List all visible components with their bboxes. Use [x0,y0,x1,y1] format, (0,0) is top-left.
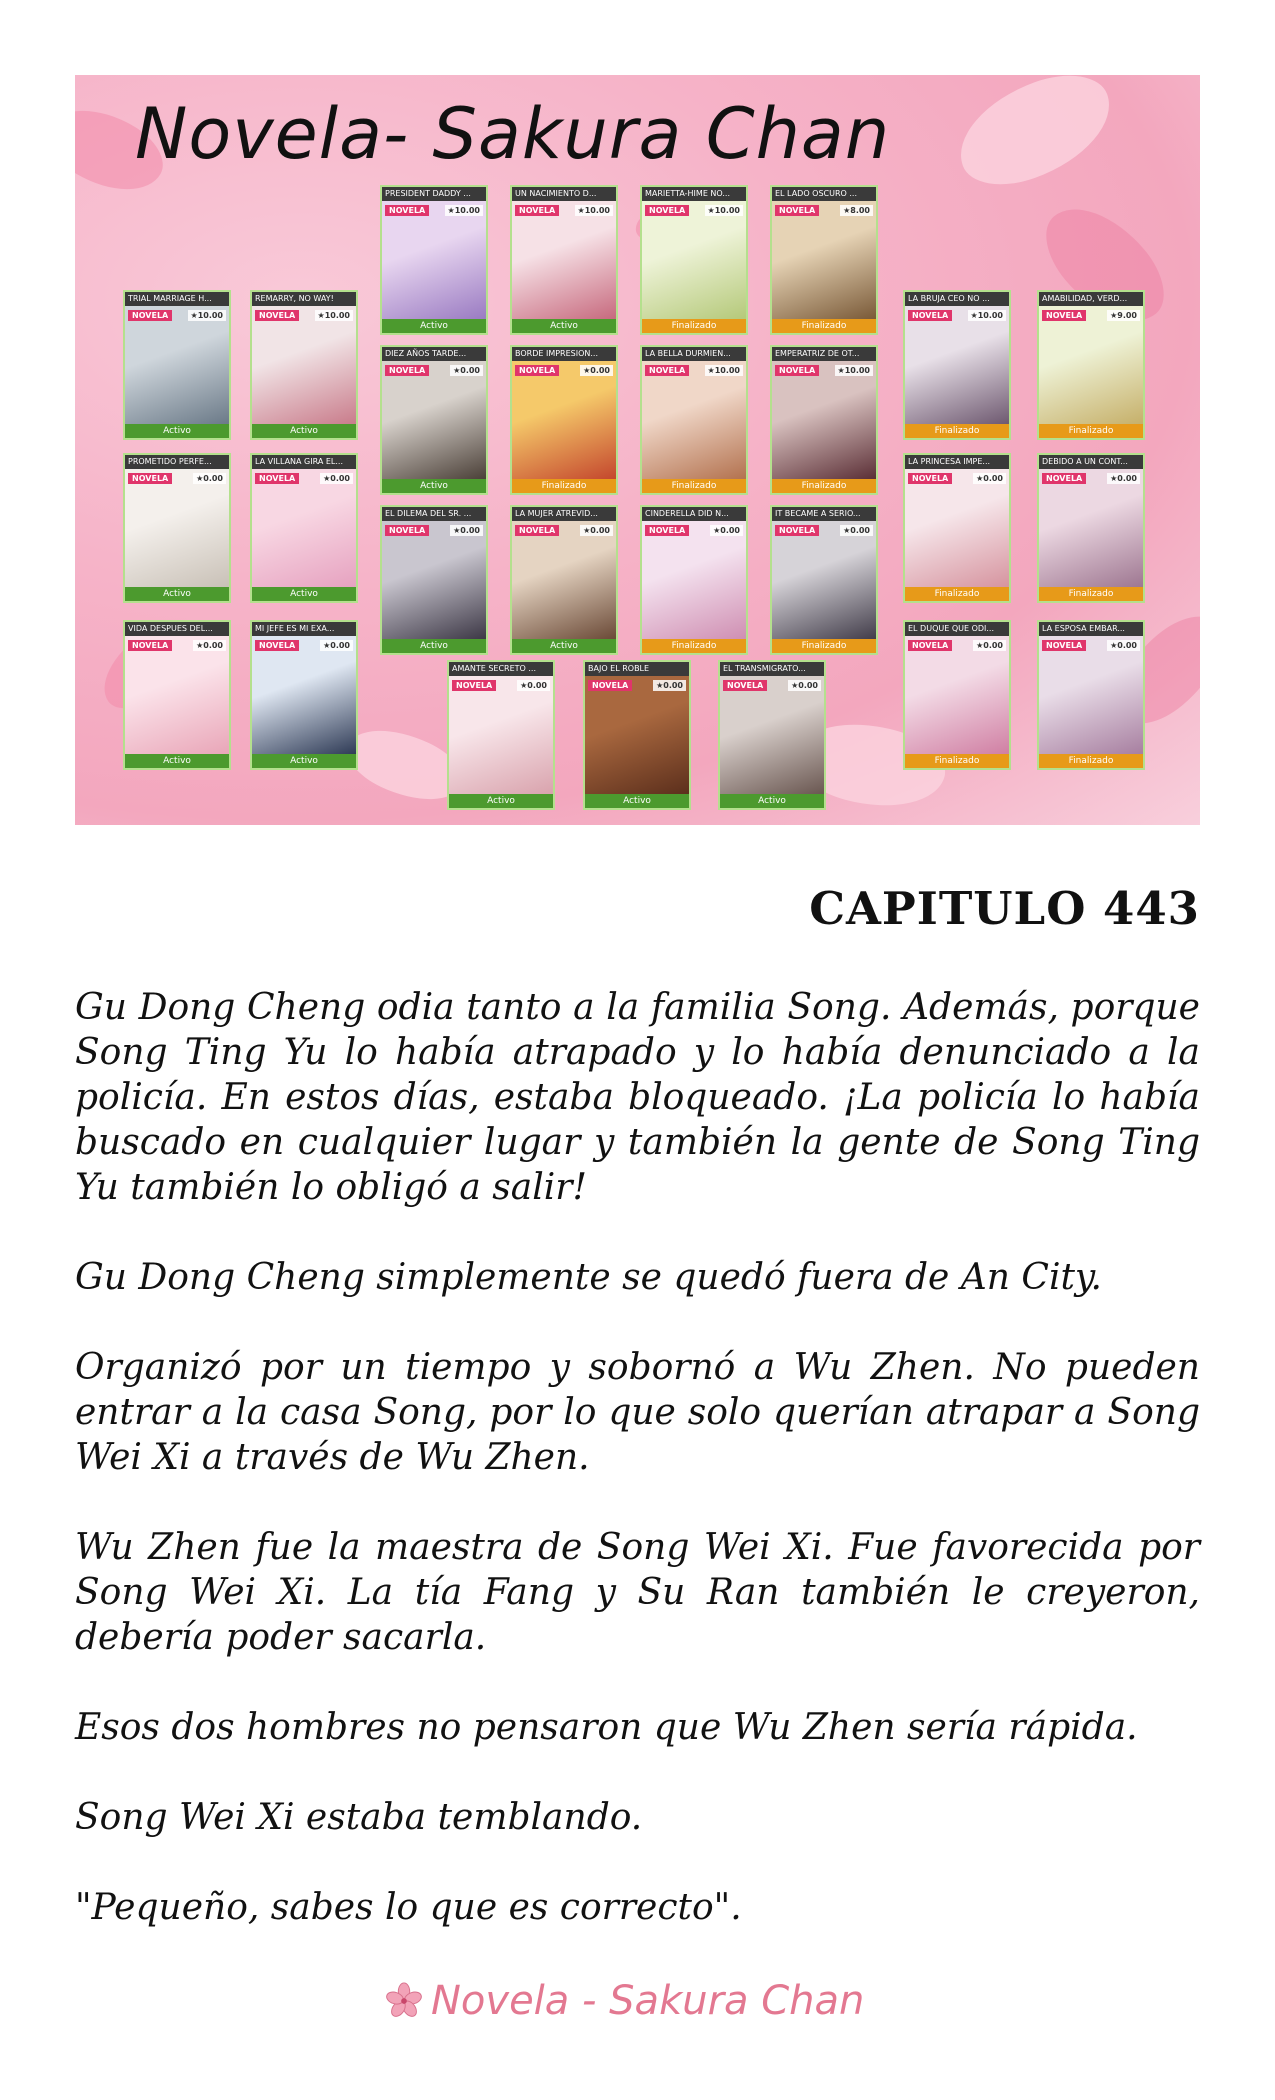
cover-title: PRESIDENT DADDY ... [382,187,486,201]
cover-status: Finalizado [1039,424,1143,438]
cover-rating: ★0.00 [320,473,353,484]
cover-status: Finalizado [905,424,1009,438]
cover-rating: ★0.00 [973,640,1006,651]
novel-cover[interactable] [123,290,231,440]
cover-status: Finalizado [905,587,1009,601]
cover-title: DEBIDO A UN CONT... [1039,455,1143,469]
cover-rating: ★8.00 [840,205,873,216]
cover-status: Activo [585,794,689,808]
cover-status: Activo [125,424,229,438]
novel-cover[interactable] [583,660,691,810]
cover-status: Finalizado [772,319,876,333]
cover-title: EL DUQUE QUE ODI... [905,622,1009,636]
cover-rating: ★10.00 [575,205,613,216]
novel-cover[interactable] [770,345,878,495]
cover-rating: ★0.00 [973,473,1006,484]
novel-cover[interactable] [123,620,231,770]
petal [944,75,1125,200]
cover-status: Activo [382,639,486,653]
cover-art [252,306,356,424]
cover-title: EL DILEMA DEL SR. ... [382,507,486,521]
novel-cover[interactable] [1037,290,1145,440]
cover-rating: ★0.00 [320,640,353,651]
cover-title: TRIAL MARRIAGE H... [125,292,229,306]
cover-tag: NOVELA [645,365,689,376]
cover-rating: ★10.00 [835,365,873,376]
cover-tag: NOVELA [908,310,952,321]
cover-status: Activo [382,319,486,333]
cover-rating: ★0.00 [193,640,226,651]
novel-cover[interactable] [903,290,1011,440]
cover-status: Activo [252,754,356,768]
cover-title: LA PRINCESA IMPE... [905,455,1009,469]
cover-title: MARIETTA-HIME NO... [642,187,746,201]
banner-title: Novela- Sakura Chan [135,93,891,175]
chapter-body [75,985,1200,1975]
cover-tag: NOVELA [255,473,299,484]
cover-title: LA MUJER ATREVID... [512,507,616,521]
sakura-flower-icon [385,1982,423,2020]
cover-rating: ★0.00 [450,525,483,536]
novel-cover[interactable] [903,620,1011,770]
novel-cover[interactable] [380,185,488,335]
cover-title: REMARRY, NO WAY! [252,292,356,306]
cover-art [382,361,486,479]
cover-status: Finalizado [772,639,876,653]
cover-title: VIDA DESPUES DEL... [125,622,229,636]
cover-tag: NOVELA [908,640,952,651]
cover-status: Activo [512,639,616,653]
novel-cover[interactable] [770,505,878,655]
cover-tag: NOVELA [723,680,767,691]
cover-status: Activo [449,794,553,808]
novel-cover[interactable] [640,505,748,655]
cover-title: LA ESPOSA EMBAR... [1039,622,1143,636]
cover-rating: ★10.00 [315,310,353,321]
cover-rating: ★10.00 [188,310,226,321]
cover-art [382,521,486,639]
cover-art [382,201,486,319]
cover-art [252,469,356,587]
banner-image [75,75,1200,825]
cover-tag: NOVELA [385,525,429,536]
cover-title: BAJO EL ROBLE [585,662,689,676]
cover-art [512,201,616,319]
cover-title: UN NACIMIENTO D... [512,187,616,201]
cover-rating: ★0.00 [580,365,613,376]
novel-cover[interactable] [250,290,358,440]
novel-cover[interactable] [380,345,488,495]
cover-title: CINDERELLA DID N... [642,507,746,521]
cover-art [905,636,1009,754]
cover-art [720,676,824,794]
novel-cover[interactable] [1037,453,1145,603]
cover-rating: ★0.00 [580,525,613,536]
cover-title: AMANTE SECRETO ... [449,662,553,676]
cover-status: Activo [125,587,229,601]
novel-cover[interactable] [447,660,555,810]
cover-rating: ★0.00 [1107,640,1140,651]
cover-art [772,361,876,479]
cover-status: Activo [252,587,356,601]
cover-status: Finalizado [642,479,746,493]
cover-art [125,306,229,424]
novel-cover[interactable] [770,185,878,335]
cover-tag: NOVELA [128,640,172,651]
cover-art [512,521,616,639]
novel-cover[interactable] [640,345,748,495]
cover-status: Finalizado [1039,754,1143,768]
cover-tag: NOVELA [775,205,819,216]
novel-cover[interactable] [250,453,358,603]
cover-art [642,521,746,639]
cover-tag: NOVELA [128,310,172,321]
cover-tag: NOVELA [515,525,559,536]
cover-rating: ★0.00 [840,525,873,536]
cover-art [1039,306,1143,424]
cover-art [125,636,229,754]
cover-title: IT BECAME A SERIO... [772,507,876,521]
cover-status: Finalizado [772,479,876,493]
cover-tag: NOVELA [775,525,819,536]
cover-art [512,361,616,479]
cover-tag: NOVELA [1042,640,1086,651]
cover-status: Finalizado [512,479,616,493]
cover-tag: NOVELA [645,205,689,216]
cover-art [252,636,356,754]
cover-rating: ★0.00 [517,680,550,691]
cover-status: Finalizado [642,639,746,653]
novel-cover[interactable] [250,620,358,770]
cover-tag: NOVELA [775,365,819,376]
cover-status: Activo [382,479,486,493]
cover-art [905,469,1009,587]
cover-rating: ★0.00 [193,473,226,484]
paragraph: Gu Dong Cheng simplemente se quedó fuera de An City. [75,1257,1102,1298]
chapter-title: CAPITULO 443 [809,882,1200,935]
cover-tag: NOVELA [385,365,429,376]
cover-art [642,361,746,479]
cover-status: Finalizado [642,319,746,333]
cover-tag: NOVELA [1042,310,1086,321]
cover-title: DIEZ AÑOS TARDE... [382,347,486,361]
cover-rating: ★0.00 [788,680,821,691]
cover-art [772,521,876,639]
cover-tag: NOVELA [588,680,632,691]
cover-rating: ★0.00 [1107,473,1140,484]
cover-title: EL LADO OSCURO ... [772,187,876,201]
cover-title: LA VILLANA GIRA EL... [252,455,356,469]
cover-tag: NOVELA [128,473,172,484]
novel-cover[interactable] [510,505,618,655]
cover-rating: ★0.00 [710,525,743,536]
novel-cover[interactable] [1037,620,1145,770]
cover-tag: NOVELA [255,310,299,321]
cover-tag: NOVELA [452,680,496,691]
novel-cover[interactable] [718,660,826,810]
cover-rating: ★10.00 [705,205,743,216]
paragraph: Song Wei Xi estaba temblando. [75,1797,643,1838]
cover-art [125,469,229,587]
cover-rating: ★10.00 [968,310,1006,321]
paragraph: Organizó por un tiempo y sobornó a Wu Zhen. No pueden entrar a la casa Song, por lo que solo querían atrapar a Song Wei Xi a través de Wu Zhen. [75,1347,1200,1478]
footer-text: Novela - Sakura Chan [431,1978,865,2024]
cover-rating: ★10.00 [445,205,483,216]
novel-cover[interactable] [380,505,488,655]
cover-art [772,201,876,319]
cover-art [585,676,689,794]
cover-art [905,306,1009,424]
cover-title: EL TRANSMIGRATO... [720,662,824,676]
novel-cover[interactable] [640,185,748,335]
cover-tag: NOVELA [645,525,689,536]
cover-status: Finalizado [1039,587,1143,601]
cover-tag: NOVELA [385,205,429,216]
cover-status: Activo [252,424,356,438]
cover-tag: NOVELA [1042,473,1086,484]
cover-art [642,201,746,319]
cover-status: Activo [125,754,229,768]
cover-rating: ★0.00 [653,680,686,691]
cover-status: Finalizado [905,754,1009,768]
paragraph: Wu Zhen fue la maestra de Song Wei Xi. Fue favorecida por Song Wei Xi. La tía Fang y Su Ran también le creyeron, debería poder sacarla. [75,1527,1200,1658]
cover-art [1039,636,1143,754]
novel-cover[interactable] [903,453,1011,603]
cover-status: Activo [720,794,824,808]
cover-rating: ★9.00 [1107,310,1140,321]
cover-status: Activo [512,319,616,333]
cover-title: BORDE IMPRESION... [512,347,616,361]
cover-tag: NOVELA [515,205,559,216]
cover-rating: ★0.00 [450,365,483,376]
cover-title: AMABILIDAD, VERD... [1039,292,1143,306]
cover-art [449,676,553,794]
cover-tag: NOVELA [908,473,952,484]
footer-watermark [385,1978,864,2024]
cover-title: MI JEFE ES MI EXA... [252,622,356,636]
cover-title: EMPERATRIZ DE OT... [772,347,876,361]
cover-tag: NOVELA [255,640,299,651]
paragraph: Esos dos hombres no pensaron que Wu Zhen sería rápida. [75,1707,1138,1748]
paragraph: "Pequeño, sabes lo que es correcto". [75,1887,742,1928]
cover-title: PROMETIDO PERFE... [125,455,229,469]
novel-cover[interactable] [123,453,231,603]
cover-art [1039,469,1143,587]
novel-cover[interactable] [510,345,618,495]
cover-rating: ★10.00 [705,365,743,376]
paragraph: Gu Dong Cheng odia tanto a la familia Song. Además, porque Song Ting Yu lo había atrapado y lo había denunciado a la policía. En estos días, estaba bloqueado. ¡La policía lo había buscado en cualquier lugar y también la gente de Song Ting Yu también lo obligó a salir! [75,987,1200,1208]
cover-tag: NOVELA [515,365,559,376]
novel-cover[interactable] [510,185,618,335]
cover-title: LA BELLA DURMIEN... [642,347,746,361]
cover-title: LA BRUJA CEO NO ... [905,292,1009,306]
